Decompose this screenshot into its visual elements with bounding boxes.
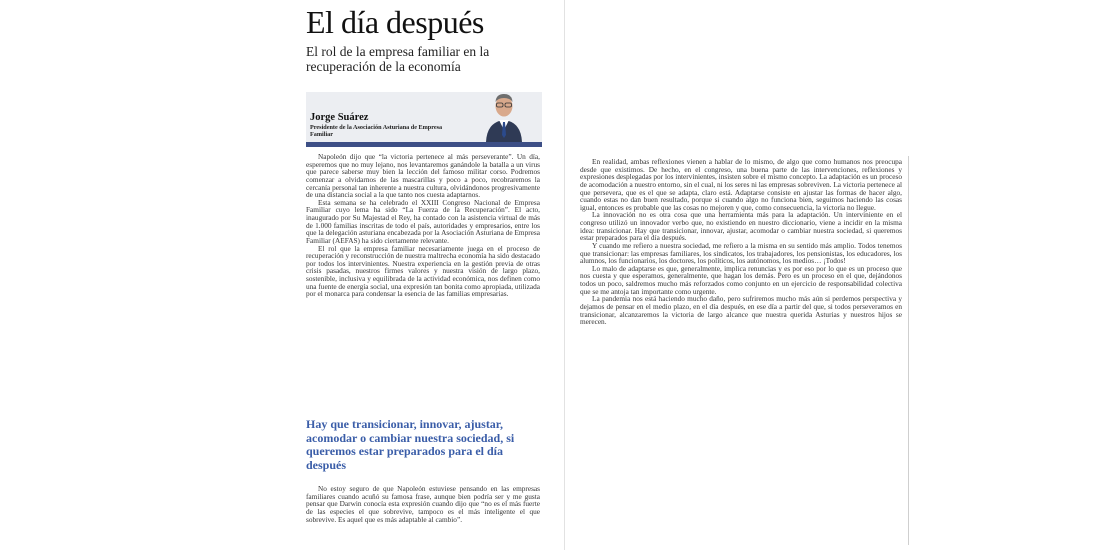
paragraph: Y cuando me refiero a nuestra sociedad, me refiero a la misma en su sentido más amplio. Todos tenemos que transicionar: las empresas familiares, los sindicatos, los trabajadores, los pensionistas, los educadores, los alumnos, los funcionarios, los doctores, los políticos, los autónomos, los medios… ¡Todos!	[580, 240, 902, 266]
paragraph: En realidad, ambas reflexiones vienen a hablar de lo mismo, de algo que como humanos nos preocupa desde que existimos. De hecho, en el congreso, una buena parte de las intervenciones, reflexiones y expresiones desplegadas por los intervinientes, insisten sobre el mismo concepto. La adaptación es un proceso de acomodación a nuestro entorno, sin el cual, ni los seres ni las empresas sobreviven. La victoria pertenece al que persevera, que es el que se adapta, claro está. Adaptarse consiste en ajustar las formas de hacer algo, cuando estas no dan buen resultado, porque si cuando algo no funciona bien, seguimos haciendo las cosas igual, entonces es probable que las cosas no mejoren y que, como consecuencia, la victoria no llegue.	[580, 157, 902, 212]
column-rule	[908, 156, 909, 545]
page-left	[298, 0, 546, 550]
paragraph: Esta semana se ha celebrado el XXIII Congreso Nacional de Empresa Familiar cuyo lema ha sido “La Fuerza de la Recuperación”. El acto, inaugurado por Su Majestad el Rey, ha contado con la asistencia virtual de más de 1.000 familias inscritas de todo el país, autoridades y empresarios, entre los que la delegación asturiana encabezada por la Asociación Asturiana de Empresa Familiar (AEFAS) ha sido ciertamente relevante.	[306, 197, 540, 245]
page-right	[572, 0, 914, 550]
author-portrait-icon	[484, 90, 524, 142]
paragraph: Napoleón dijo que “la victoria pertenece al más perseverante”. Un día, esperemos que no muy lejano, nos levantaremos ganándole la batalla a un virus que parece saberse muy bien la lección del famoso militar corso. Podremos comenzar a olvidarnos de las mascarillas y poco a poco, recobraremos la cercanía personal tan inherente a nuestra cultura, olvidándonos progresivamente de una distancia social a la que tanto nos cuesta adaptarnos.	[306, 152, 541, 200]
article-headline: El día después	[306, 4, 484, 40]
article-subheadline: El rol de la empresa familiar en la recuperación de la economía	[306, 44, 490, 74]
paragraph: La pandemia nos está haciendo mucho daño, pero sufriremos mucho más aún si perdemos perspectiva y dejamos de pensar en el medio plazo, en el día después, en ese día a partir del que, si todos perseveramos en transicionar, alcanzaremos la victoria de largo alcance que nuestra querida Asturias y nuestros hijos se merecen.	[580, 294, 902, 327]
paragraph: No estoy seguro de que Napoleón estuviese pensando en las empresas familiares cuando acuñó su famosa frase, aunque bien podría ser y me gusta pensar que Darwin conocía esta expresión cuando dijo que “no es el más fuerte de las especies el que sobrevive, tampoco es el más inteligente el que sobrevive. Es aquel que es más adaptable al cambio”.	[306, 484, 540, 524]
author-role: Presidente de la Asociación Asturiana de Empresa Familiar	[310, 124, 443, 138]
right-column-body	[580, 158, 902, 326]
left-column-body-continued	[306, 485, 540, 523]
byline-box	[306, 92, 542, 142]
paragraph: La innovación no es otra cosa que una herramienta más para la adaptación. Un interviniente en el congreso utilizó un innovador verbo que, no existiendo en nuestro diccionario, viene a incidir en la misma idea: transicionar. Hay que transicionar, innovar, ajustar, acomodar o cambiar nuestra sociedad, si queremos estar preparados para el día después.	[580, 210, 902, 243]
page-gutter-divider	[564, 0, 565, 550]
paragraph: El rol que la empresa familiar necesariamente juega en el proceso de recuperación y reconstrucción de nuestra maltrecha economía ha sido destacado por todos los intervinientes. Nuestra experiencia en la gestión previa de otras crisis pasadas, nuestros firmes valores y nuestra visión de largo plazo, sostenible, inclusiva y equilibrada de la actividad económica, nos definen como una fuente de energía social, una expresión tan bonita como apropiada, utilizada por el monarca para condensar la esencia de las familias empresarias.	[306, 243, 540, 299]
pull-quote: Hay que transicionar, innovar, ajustar, acomodar o cambiar nuestra sociedad, si queremos estar preparados para el día después	[306, 417, 515, 472]
left-column-body	[306, 153, 540, 298]
author-name: Jorge Suárez	[310, 112, 369, 123]
byline-accent-bar	[306, 142, 542, 147]
paragraph: Lo malo de adaptarse es que, generalmente, implica renuncias y es por eso por lo que es un proceso que nos cuesta y que esperamos, generalmente, que hagan los demás. Pero es un proceso en el que, dejándonos todos un poco, saldremos mucho más reforzados como conjunto en un ejercicio de responsabilidad colectiva que se me antoja tan importante como urgente.	[580, 263, 902, 296]
